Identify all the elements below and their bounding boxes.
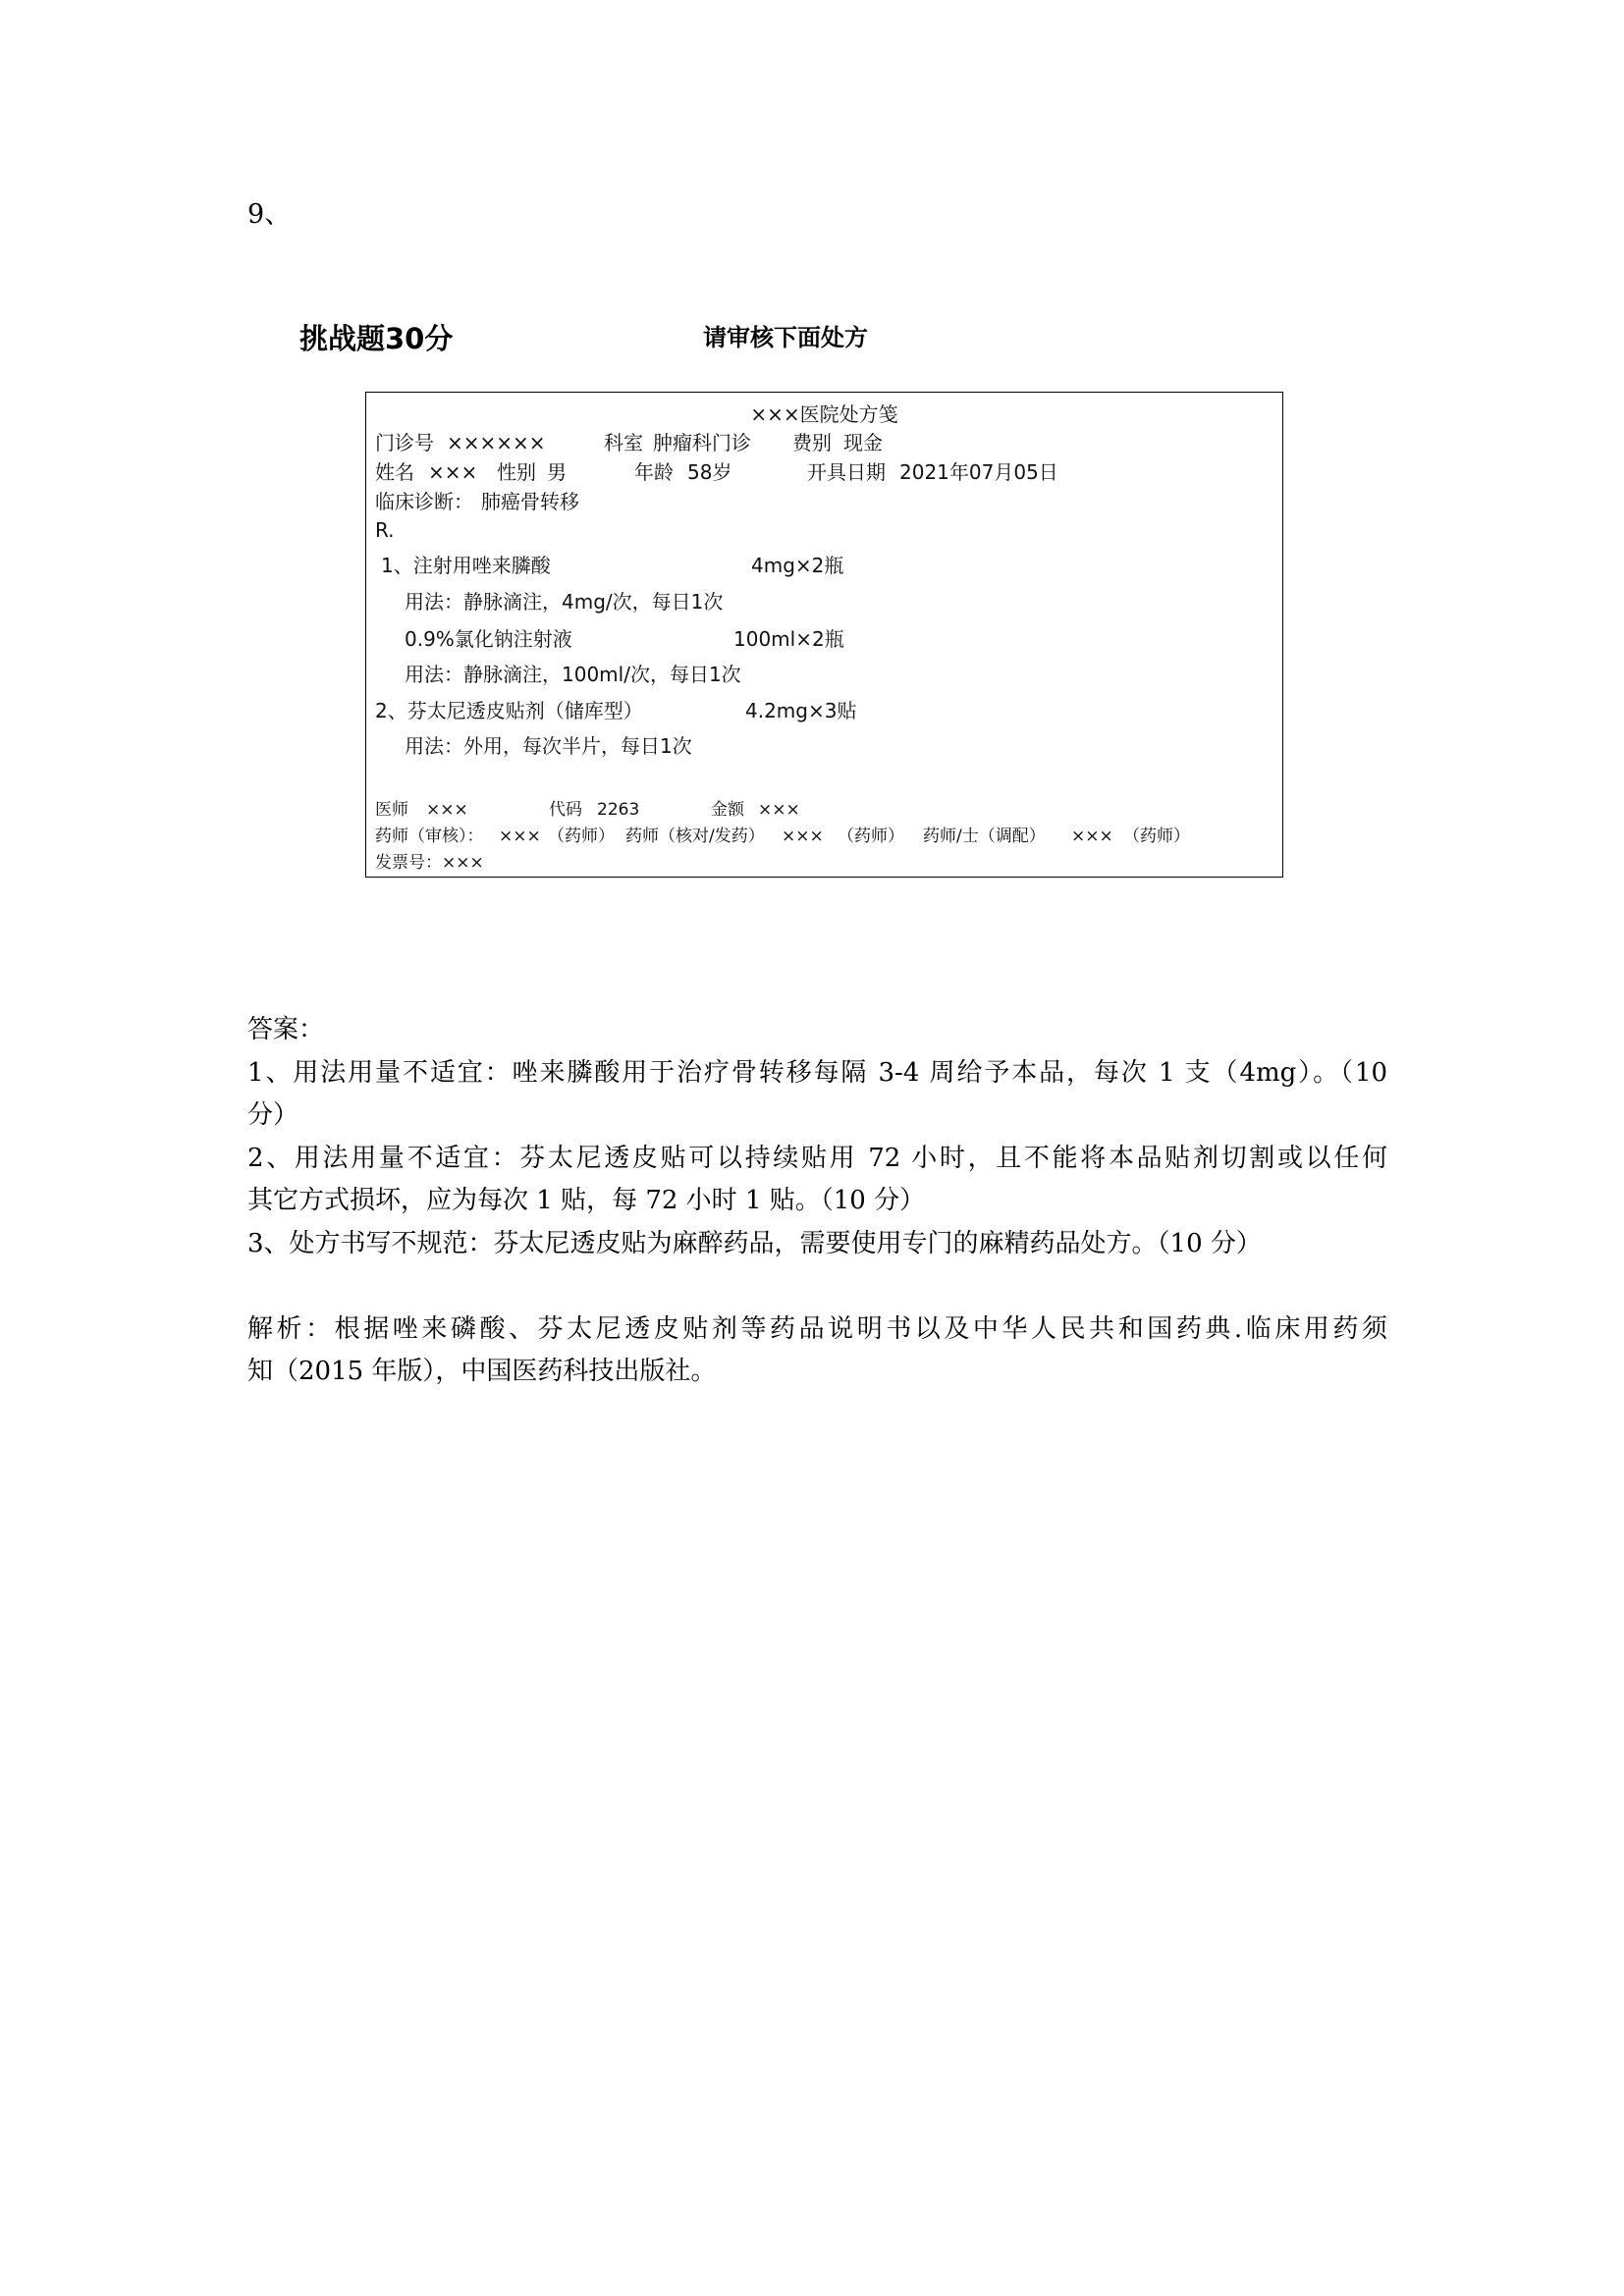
drug-name: 2、芬太尼透皮贴剂（储库型） xyxy=(375,699,643,722)
fee-type-label: 费别 xyxy=(792,431,832,454)
drug-name: 1、注射用唑来膦酸 xyxy=(381,554,551,577)
code-label: 代码 xyxy=(549,800,582,820)
department-value: 肿瘤科门诊 xyxy=(653,431,751,454)
answer-line: 3、处方书写不规范：芬太尼透皮贴为麻醉药品，需要使用专门的麻精药品处方。（10 分） xyxy=(247,1228,1262,1258)
answer-line: 分） xyxy=(247,1100,299,1130)
drug-quantity: 4.2mg×3贴 xyxy=(745,699,857,722)
diagnosis-label: 临床诊断： xyxy=(375,490,473,513)
outpatient-no-value: ×××××× xyxy=(447,431,546,454)
answer-section xyxy=(247,1009,1387,1394)
answer-line: 1、用法用量不适宜：唑来膦酸用于治疗骨转移每隔 3-4 周给予本品，每次 1 支（4mg）。（10 xyxy=(247,1057,1387,1088)
rx-symbol: R. xyxy=(375,518,395,542)
answer-line: 其它方式损坏，应为每次 1 贴，每 72 小时 1 贴。（10 分） xyxy=(247,1186,926,1215)
patient-name-label: 姓名 xyxy=(375,460,414,484)
pharmacist-prepare-value: ××× xyxy=(1071,827,1113,846)
prescription-form xyxy=(365,392,1283,878)
drug-usage: 用法：静脉滴注，4mg/次，每日1次 xyxy=(405,590,724,614)
drug-quantity: 4mg×2瓶 xyxy=(751,554,844,577)
paragraph-gap xyxy=(247,1265,1387,1308)
pharmacist-prepare-role: （药师） xyxy=(1123,827,1190,846)
invoice-label: 发票号： xyxy=(375,853,442,873)
pharmacist-review-label: 药师（审核）： xyxy=(375,827,484,846)
doctor-value: ××× xyxy=(426,800,468,820)
invoice-value: ××× xyxy=(442,853,484,873)
pharmacist-dispense-role: （药师） xyxy=(838,827,904,846)
challenge-instruction: 请审核下面处方 xyxy=(703,324,868,351)
question-number: 9、 xyxy=(247,199,292,230)
age-label: 年龄 xyxy=(634,460,674,484)
issue-date-value: 2021年07月05日 xyxy=(899,460,1058,484)
analysis-line: 知（2015 年版），中国医药科技出版社。 xyxy=(247,1357,717,1386)
pharmacist-review-value: ××× xyxy=(499,827,541,846)
answer-line: 2、用法用量不适宜：芬太尼透皮贴可以持续贴用 72 小时，且不能将本品贴剂切割或以任何 xyxy=(247,1143,1387,1173)
department-label: 科室 xyxy=(604,431,643,454)
age-value: 58岁 xyxy=(687,460,732,484)
analysis-line: 解析：根据唑来磷酸、芬太尼透皮贴剂等药品说明书以及中华人民共和国药典.临床用药须 xyxy=(247,1313,1387,1344)
challenge-title: 挑战题30分 xyxy=(299,322,454,355)
gender-label: 性别 xyxy=(497,460,536,484)
amount-value: ××× xyxy=(758,800,800,820)
prescription-header: ×××医院处方笺 xyxy=(750,402,898,426)
patient-name-value: ××× xyxy=(428,460,478,484)
pharmacist-dispense-label: 药师（核对/发药） xyxy=(625,827,765,846)
outpatient-no-label: 门诊号 xyxy=(375,431,434,454)
gender-value: 男 xyxy=(547,460,567,484)
drug-quantity: 100ml×2瓶 xyxy=(733,627,844,651)
drug-usage: 用法：外用，每次半片，每日1次 xyxy=(405,734,692,758)
pharmacist-review-role: （药师） xyxy=(548,827,615,846)
diagnosis-value: 肺癌骨转移 xyxy=(481,490,579,513)
pharmacist-dispense-value: ××× xyxy=(782,827,824,846)
drug-name: 0.9%氯化钠注射液 xyxy=(405,627,572,651)
pharmacist-prepare-label: 药师/士（调配） xyxy=(923,827,1046,846)
fee-type-value: 现金 xyxy=(843,431,883,454)
code-value: 2263 xyxy=(597,800,640,820)
drug-usage: 用法：静脉滴注，100ml/次，每日1次 xyxy=(405,663,741,686)
issue-date-label: 开具日期 xyxy=(807,460,886,484)
doctor-label: 医师 xyxy=(375,800,408,820)
amount-label: 金额 xyxy=(711,800,744,820)
answer-heading: 答案： xyxy=(247,1015,325,1044)
